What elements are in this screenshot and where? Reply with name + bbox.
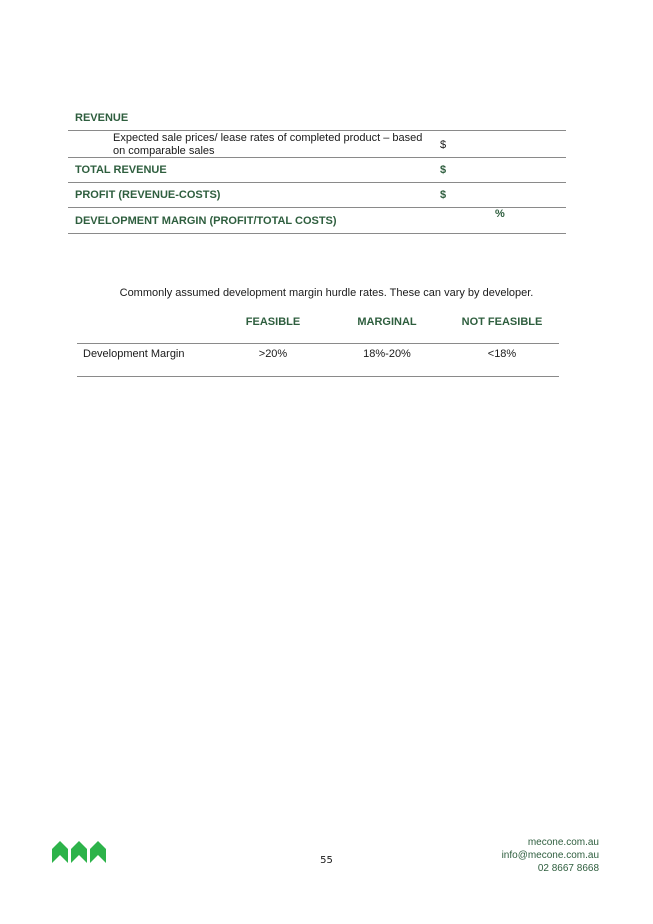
table-divider-bottom bbox=[77, 376, 559, 377]
revenue-row-value: $ bbox=[440, 139, 447, 151]
website-link[interactable]: mecone.com.au bbox=[527, 837, 599, 848]
revenue-row-expected-prices bbox=[68, 130, 566, 158]
cell-not-feasible: <18% bbox=[487, 348, 517, 360]
header-marginal: MARGINAL bbox=[357, 316, 417, 328]
row-label-development-margin: Development Margin bbox=[83, 348, 185, 360]
page-number: 55 bbox=[320, 855, 333, 866]
revenue-row-value: % bbox=[495, 208, 505, 220]
revenue-row-label: Expected sale prices/ lease rates of completed product – based on comparable sales bbox=[113, 132, 423, 157]
revenue-row-total-revenue bbox=[68, 157, 566, 183]
revenue-row-profit bbox=[68, 183, 566, 208]
email-link[interactable]: info@mecone.com.au bbox=[501, 850, 599, 861]
header-not-feasible: NOT FEASIBLE bbox=[461, 316, 543, 328]
revenue-row-value: $ bbox=[440, 189, 447, 201]
hurdle-intro-text: Commonly assumed development margin hurdle rates. These can vary by developer. bbox=[119, 287, 534, 299]
revenue-row-value: $ bbox=[440, 164, 447, 176]
header-feasible: FEASIBLE bbox=[245, 316, 301, 328]
revenue-row-label: PROFIT (REVENUE-COSTS) bbox=[75, 189, 221, 201]
revenue-row-label: DEVELOPMENT MARGIN (PROFIT/TOTAL COSTS) bbox=[75, 215, 337, 227]
cell-feasible: >20% bbox=[258, 348, 288, 360]
cell-marginal: 18%-20% bbox=[363, 348, 411, 360]
revenue-heading: REVENUE bbox=[75, 112, 129, 124]
contact-block bbox=[502, 836, 599, 875]
phone-number: 02 8667 8668 bbox=[537, 863, 599, 874]
revenue-row-label: TOTAL REVENUE bbox=[75, 164, 167, 176]
table-divider-top bbox=[77, 343, 559, 344]
revenue-row-development-margin bbox=[68, 208, 566, 234]
